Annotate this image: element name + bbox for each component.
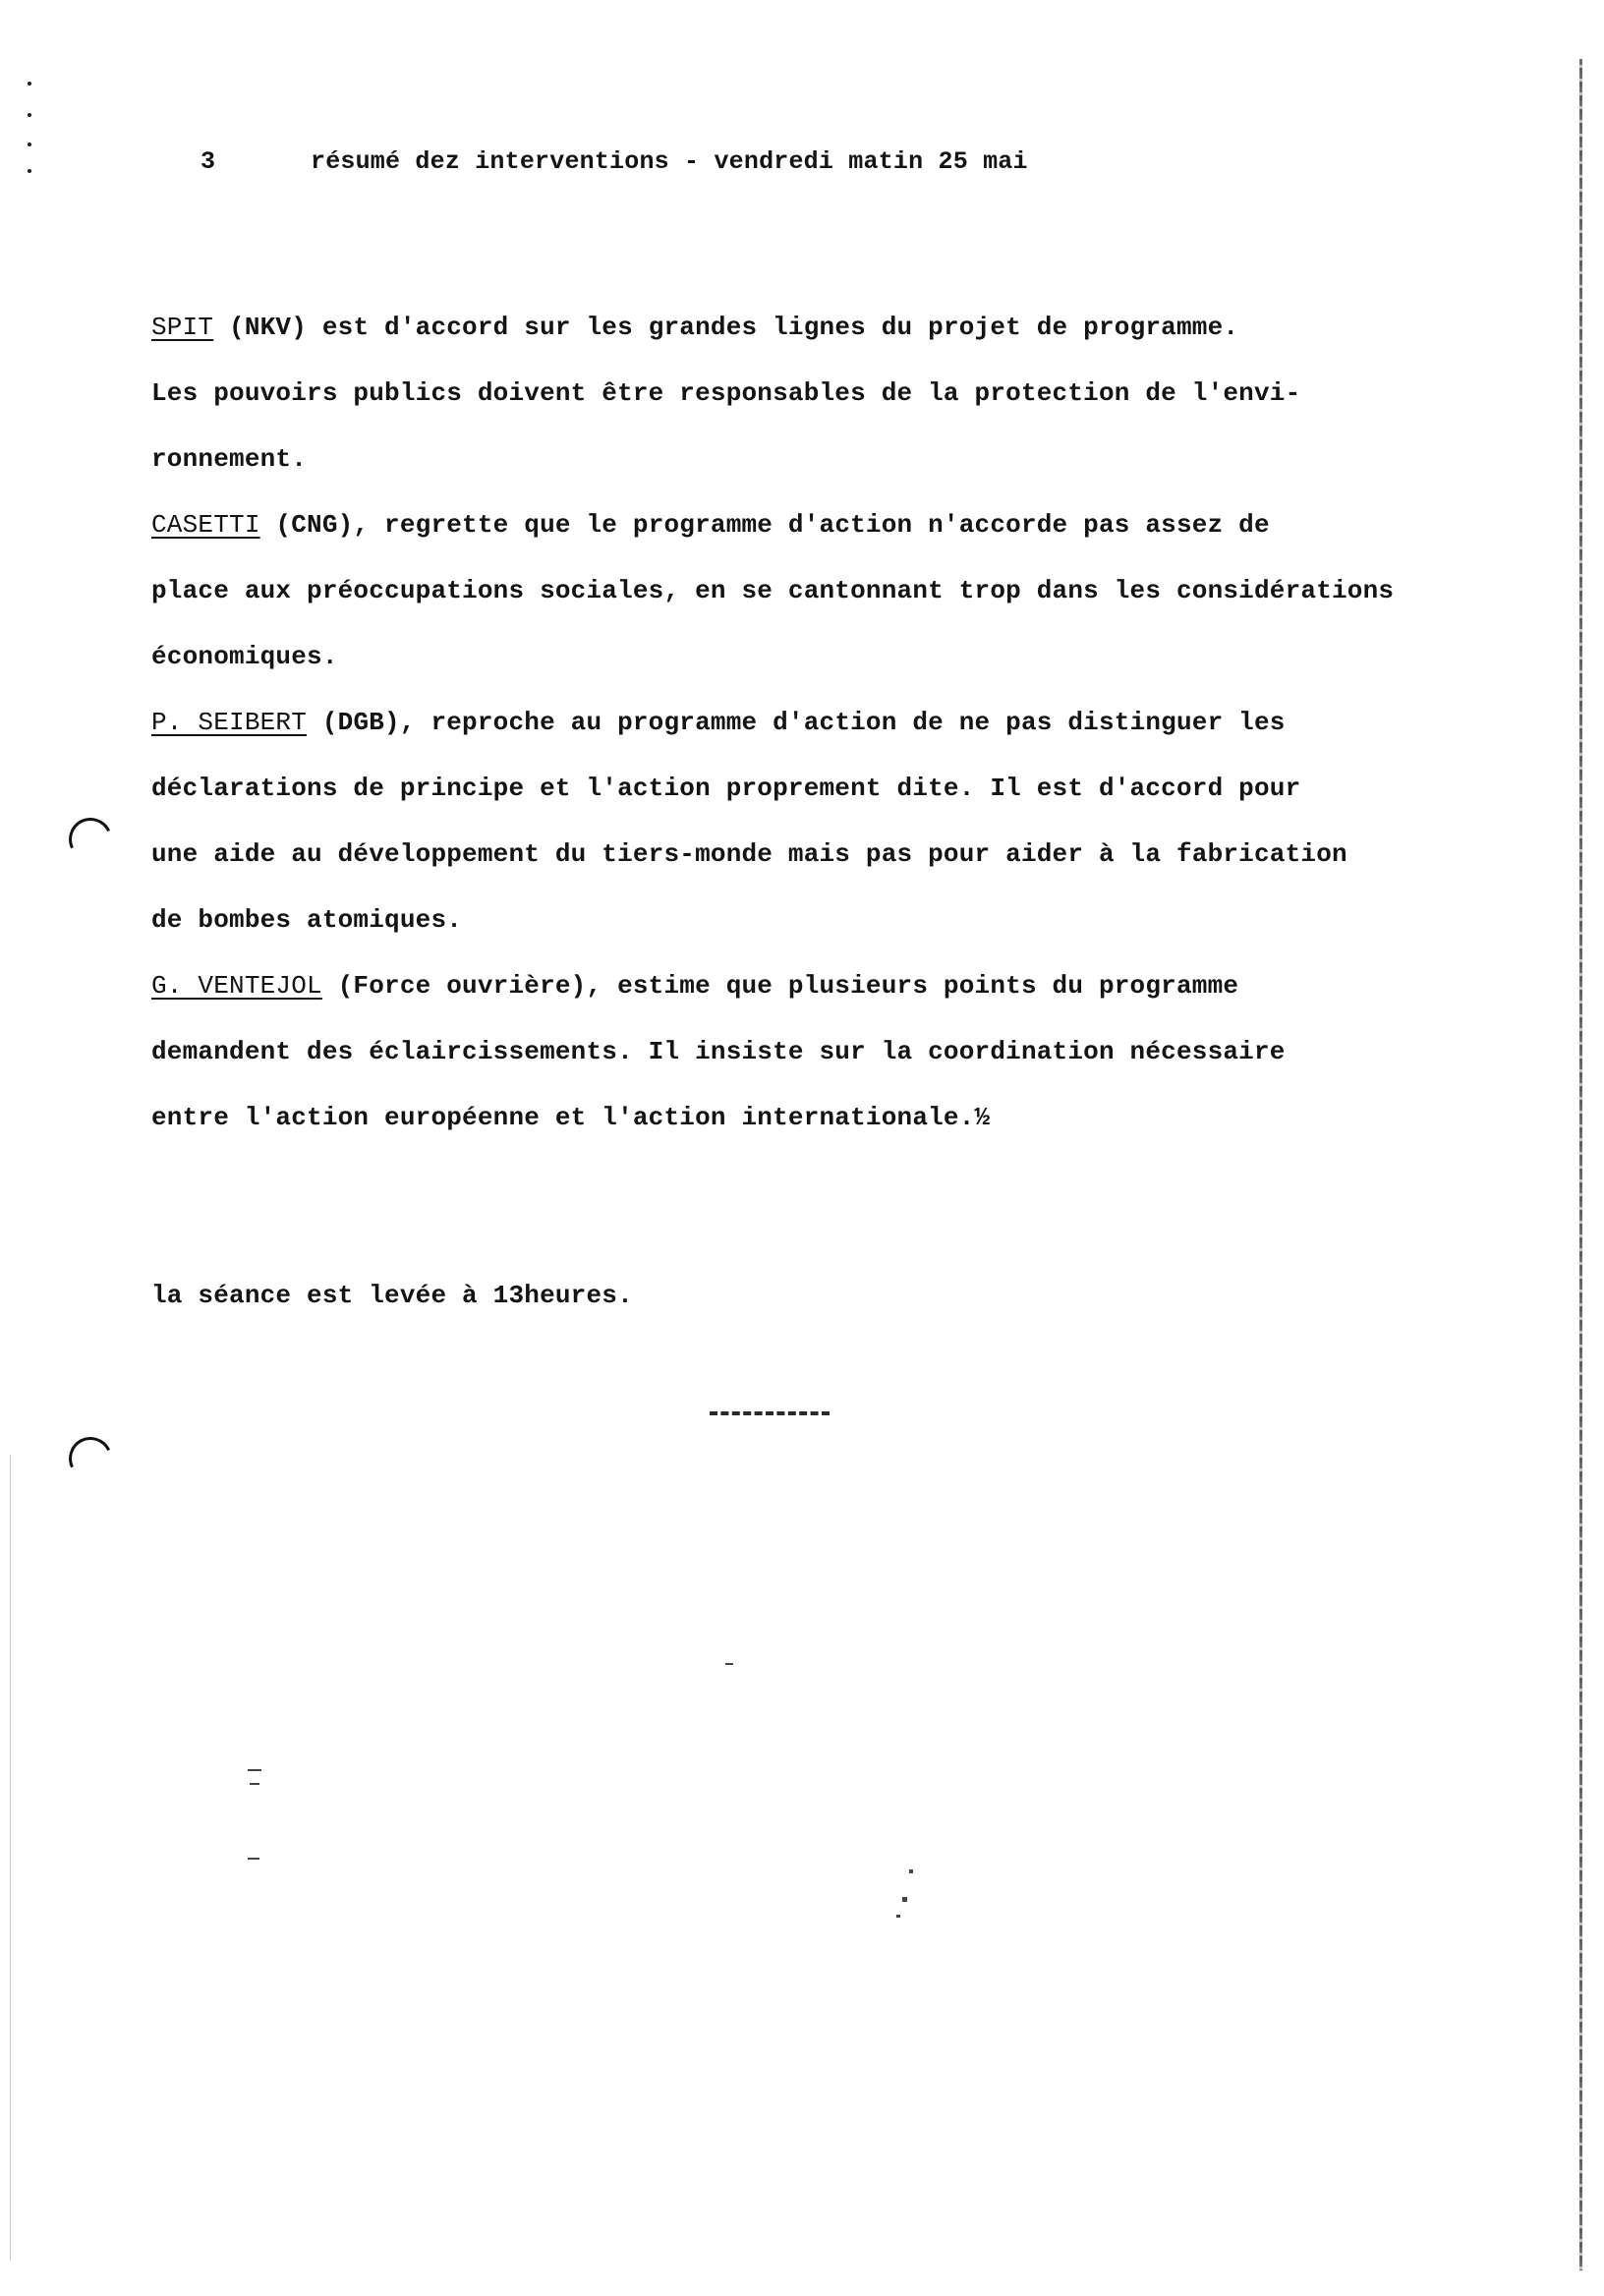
- end-divider: [710, 1411, 830, 1415]
- paragraph-line: une aide au développement du tiers-monde mais pas pour aider à la fabrication: [151, 839, 1347, 869]
- speaker-name: G. VENTEJOL: [151, 971, 322, 1001]
- page-number: 3: [200, 147, 216, 176]
- margin-mark: [28, 143, 31, 146]
- margin-mark: [28, 113, 31, 117]
- paragraph-line: ronnement.: [151, 444, 308, 474]
- paragraph-line: demandent des éclaircissements. Il insiste sur la coordination nécessaire: [151, 1037, 1286, 1066]
- scan-speck: [250, 1783, 259, 1785]
- speech-text: (DGB), reproche au programme d'action de ne pas distinguer les: [307, 708, 1286, 737]
- paragraph-line: [151, 690, 1586, 756]
- margin-mark: [28, 169, 31, 173]
- speech-text: (CNG), regrette que le programme d'action n'accorde pas assez de: [259, 510, 1270, 540]
- paragraph-line: Les pouvoirs publics doivent être responsables de la protection de l'envi-: [151, 378, 1301, 408]
- scan-speck: [896, 1915, 900, 1918]
- scan-speck: [248, 1858, 259, 1860]
- paragraph-line: [151, 492, 1586, 558]
- paragraph-line: [151, 295, 1586, 361]
- scan-speck: [248, 1769, 261, 1771]
- punch-hole-mark: [63, 1431, 118, 1486]
- closing-line: la séance est levée à 13heures.: [151, 1281, 633, 1310]
- scan-speck: [909, 1869, 913, 1873]
- paragraph-line: place aux préoccupations sociales, en se cantonnant trop dans les considérations: [151, 576, 1395, 605]
- interventions-summary: [151, 295, 1586, 1151]
- speaker-name: P. SEIBERT: [151, 708, 308, 737]
- paragraph-line: [151, 953, 1586, 1019]
- scan-speck: [902, 1897, 907, 1902]
- scan-edge-left: [10, 1455, 11, 2261]
- punch-hole-mark: [63, 812, 118, 867]
- paragraph-line: de bombes atomiques.: [151, 905, 463, 935]
- page-header: [200, 147, 1028, 176]
- speech-text: (NKV) est d'accord sur les grandes lignes du projet de programme.: [213, 313, 1239, 342]
- margin-mark: [28, 82, 31, 86]
- speaker-name: CASETTI: [151, 510, 260, 540]
- speech-text: (Force ouvrière), estime que plusieurs points du programme: [321, 971, 1239, 1001]
- scan-speck: [725, 1663, 733, 1665]
- speaker-name: SPIT: [151, 313, 214, 342]
- paragraph-line: déclarations de principe et l'action proprement dite. Il est d'accord pour: [151, 774, 1301, 803]
- paragraph-line: économiques.: [151, 642, 338, 671]
- page-title: résumé dez interventions - vendredi matin 25 mai: [311, 147, 1028, 176]
- paragraph-line: entre l'action européenne et l'action internationale.½: [151, 1103, 991, 1132]
